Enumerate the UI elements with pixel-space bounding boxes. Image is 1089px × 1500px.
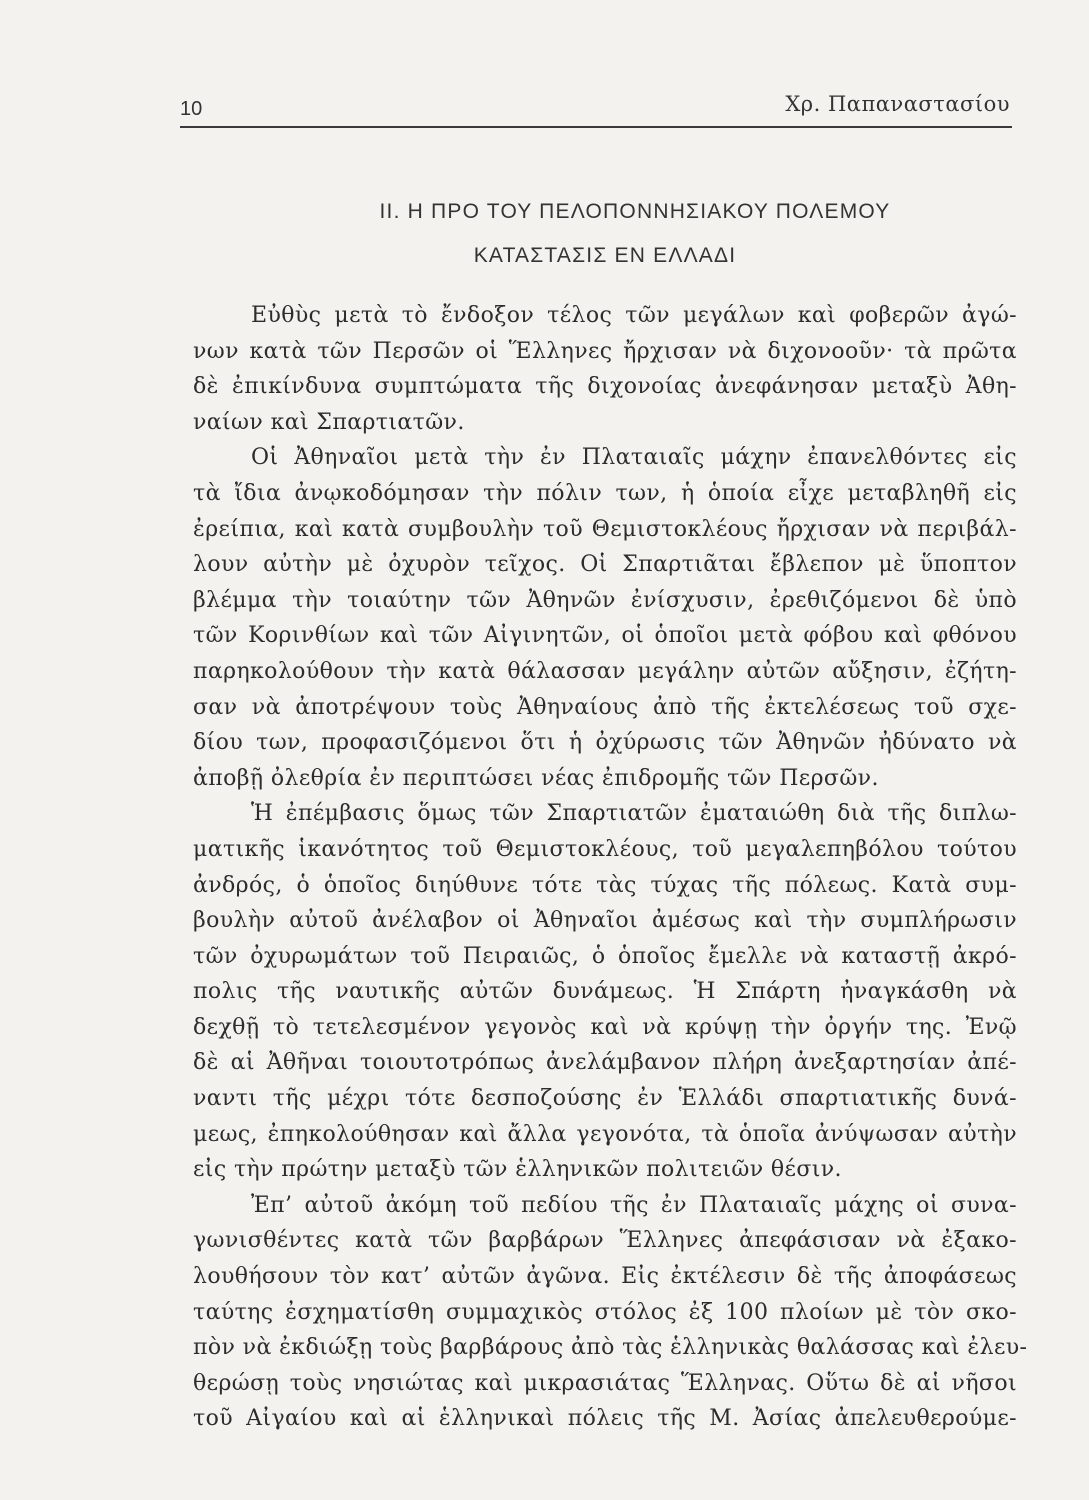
text-line: Ἐπ’ αὐτοῦ ἀκόμη τοῦ πεδίου τῆς ἐν Πλαταιαῖς μάχης οἱ συνα- [251,1192,1017,1218]
page-number: 10 [180,98,203,120]
text-line: νων κατὰ τῶν Περσῶν οἱ Ἕλληνες ἤρχισαν νὰ διχονοοῦν· τὰ πρῶτα [193,338,1017,364]
text-line: δὲ ἐπικίνδυνα συμπτώματα τῆς διχονοίας ἀνεφάνησαν μεταξὺ Ἀθη- [193,374,1017,400]
text-line: ναίων καὶ Σπαρτιατῶν. [193,409,465,435]
text-line: ἐρείπια, καὶ κατὰ συμβουλὴν τοῦ Θεμιστοκλέους ἤρχισαν νὰ περιβάλ- [193,516,1017,542]
text-line: σαν νὰ ἀποτρέψουν τοὺς Ἀθηναίους ἀπὸ τῆς ἐκτελέσεως τοῦ σχε- [193,694,1017,720]
text-line: τοῦ Αἰγαίου καὶ αἱ ἑλληνικαὶ πόλεις τῆς Μ. Ἀσίας ἀπελευθερούμε- [193,1406,1017,1432]
text-line: λουν αὐτὴν μὲ ὀχυρὸν τεῖχος. Οἱ Σπαρτιᾶται ἔβλεπον μὲ ὕποπτον [193,552,1017,578]
text-line: τὰ ἴδια ἀνῳκοδόμησαν τὴν πόλιν των, ἡ ὁποία εἶχε μεταβληθῆ εἰς [193,480,1017,506]
text-line: Οἱ Ἀθηναῖοι μετὰ τὴν ἐν Πλαταιαῖς μάχην ἐπανελθόντες εἰς [251,445,1017,471]
chapter-title-line-2: ΚΑΤΑΣΤΑΣΙΣ ΕΝ ΕΛΛΑΔΙ [473,244,737,267]
text-line: παρηκολούθουν τὴν κατὰ θάλασσαν μεγάλην αὐτῶν αὔξησιν, ἐζήτη- [193,658,1017,684]
text-line: ματικῆς ἱκανότητος τοῦ Θεμιστοκλέους, τοῦ μεγαλεπηβόλου τούτου [193,836,1017,862]
text-line: τῶν ὀχυρωμάτων τοῦ Πειραιῶς, ὁ ὁποῖος ἔμελλε νὰ καταστῇ ἀκρό- [193,943,1017,969]
text-line: δίου των, προφασιζόμενοι ὅτι ἡ ὀχύρωσις τῶν Ἀθηνῶν ἠδύνατο νὰ [193,730,1017,756]
running-title: Χρ. Παπαναστασίου [785,92,1010,116]
text-line: ναντι τῆς μέχρι τότε δεσποζούσης ἐν Ἑλλάδι σπαρτιατικῆς δυνά- [193,1086,1017,1112]
text-line: ἀποβῇ ὀλεθρία ἐν περιπτώσει νέας ἐπιδρομῆς τῶν Περσῶν. [193,765,879,791]
text-line: μεως, ἐπηκολούθησαν καὶ ἄλλα γεγονότα, τὰ ὁποῖα ἀνύψωσαν αὐτὴν [193,1121,1017,1147]
text-line: λουθήσουν τὸν κατ’ αὐτῶν ἀγῶνα. Εἰς ἐκτέλεσιν δὲ τῆς ἀποφάσεως [193,1264,1017,1290]
text-line: δεχθῇ τὸ τετελεσμένον γεγονὸς καὶ νὰ κρύψῃ τὴν ὀργήν της. Ἐνῷ [193,1014,1017,1040]
running-header [180,90,1012,128]
text-line: εἰς τὴν πρώτην μεταξὺ τῶν ἑλληνικῶν πολιτειῶν θέσιν. [193,1157,842,1183]
text-line: ταύτης ἐσχηματίσθη συμμαχικὸς στόλος ἐξ 100 πλοίων μὲ τὸν σκο- [193,1299,1017,1325]
text-line: δὲ αἱ Ἀθῆναι τοιουτοτρόπως ἀνελάμβανον πλήρη ἀνεξαρτησίαν ἀπέ- [193,1050,1017,1076]
text-line: γωνισθέντες κατὰ τῶν βαρβάρων Ἕλληνες ἀπεφάσισαν νὰ ἐξακο- [193,1228,1017,1254]
text-line: πὸν νὰ ἐκδιώξῃ τοὺς βαρβάρους ἀπὸ τὰς ἑλληνικὰς θαλάσσας καὶ ἐλευ- [193,1335,1028,1361]
text-line: θερώσῃ τοὺς νησιώτας καὶ μικρασιάτας Ἕλληνας. Οὕτω δὲ αἱ νῆσοι [193,1370,1017,1396]
body-text [193,298,1028,1437]
text-line: ἀνδρός, ὁ ὁποῖος διηύθυνε τότε τὰς τύχας τῆς πόλεως. Κατὰ συμ- [193,872,1017,898]
text-line: Εὐθὺς μετὰ τὸ ἔνδοξον τέλος τῶν μεγάλων καὶ φοβερῶν ἀγώ- [251,303,1017,328]
text-line: Ἡ ἐπέμβασις ὅμως τῶν Σπαρτιατῶν ἐματαιώθη διὰ τῆς διπλω- [251,801,1017,827]
text-line: βουλὴν αὐτοῦ ἀνέλαβον οἱ Ἀθηναῖοι ἀμέσως καὶ τὴν συμπλήρωσιν [193,908,1017,934]
chapter-title-line-1: ΙΙ. Η ΠΡΟ ΤΟΥ ΠΕΛΟΠΟΝΝΗΣΙΑΚΟΥ ΠΟΛΕΜΟΥ [379,200,891,223]
text-line: τῶν Κορινθίων καὶ τῶν Αἰγινητῶν, οἱ ὁποῖοι μετὰ φόβου καὶ φθόνου [193,623,1017,649]
text-line: πολις τῆς ναυτικῆς αὐτῶν δυνάμεως. Ἡ Σπάρτη ἠναγκάσθη νὰ [193,979,1017,1005]
text-line: βλέμμα τὴν τοιαύτην τῶν Ἀθηνῶν ἐνίσχυσιν, ἐρεθιζόμενοι δὲ ὑπὸ [193,587,1017,613]
